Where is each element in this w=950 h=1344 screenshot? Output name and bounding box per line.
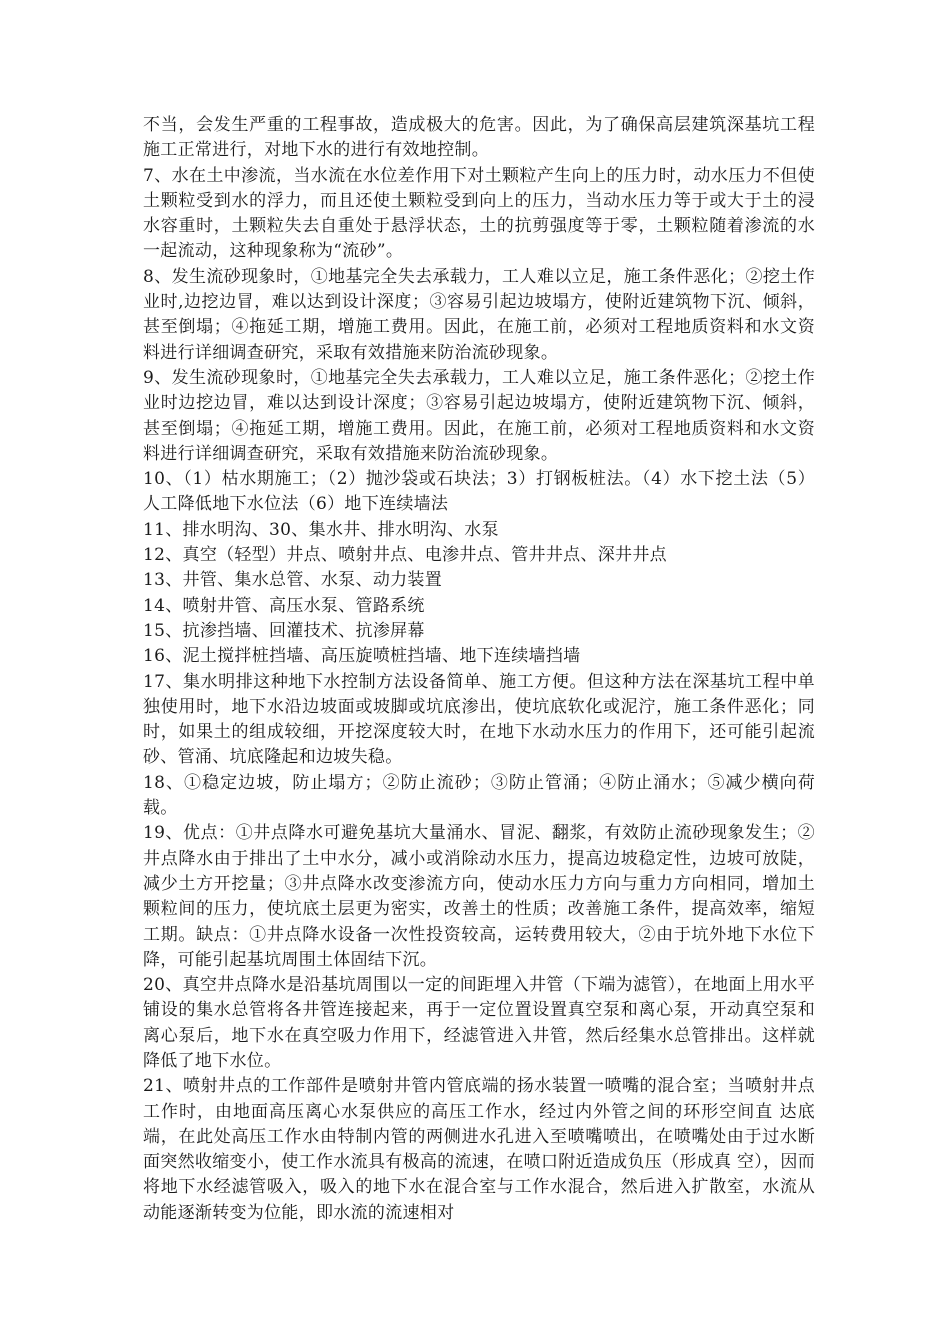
paragraph-19: 19、优点：①井点降水可避免基坑大量涌水、冒泥、翻浆，有效防止流砂现象发生；②井点降水由于排出了土中水分，减小或消除动水压力，提高边坡稳定性，边坡可放陡，减少土方开挖量；③井点降水改变渗流方向，使动水压力方向与重力方向相同，增加土颗粒间的压力，使坑底土层更为密实，改善土的性质；改善施工条件，提高效率，缩短工期。缺点：①井点降水设备一次性投资较高，运转费用较大，②由于坑外地下水位下降，可能引起基坑周围土体固结下沉。 <box>143 823 815 970</box>
paragraph-16: 16、泥土搅拌桩挡墙、高压旋喷桩挡墙、地下连续墙挡墙 <box>143 646 581 667</box>
paragraph-13: 13、井管、集水总管、水泵、动力装置 <box>143 570 443 591</box>
paragraph-continuation: 不当，会发生严重的工程事故，造成极大的危害。因此，为了确保高层建筑深基坑工程施工正常进行，对地下水的进行有效地控制。 <box>143 115 815 161</box>
paragraph-21: 21、喷射井点的工作部件是喷射井管内管底端的扬水装置一喷嘴的混合室；当喷射井点工作时，由地面高压离心水泵供应的高压工作水，经过内外管之间的环形空间直 达底端，在此处高压工作水由特制内管的两侧进水孔进入至喷嘴喷出，在喷嘴处由于过水断 面突然收缩变小，使工作水流具有极高的流速，在喷口附近造成负压（形成真 空），因而将地下水经滤管吸入，吸入的地下水在混合室与工作水混合，然后进入扩散室，水流从动能逐渐转变为位能，即水流的流速相对 <box>143 1076 815 1223</box>
paragraph-11: 11、排水明沟、30、集水井、排水明沟、水泵 <box>143 519 499 540</box>
paragraph-10: 10、（1）枯水期施工；（2）抛沙袋或石块法；3）打钢板桩法。（4）水下挖土法（5）人工降低地下水位法（6）地下连续墙法 <box>143 469 815 515</box>
paragraph-7: 7、水在土中渗流，当水流在水位差作用下对土颗粒产生向上的压力时，动水压力不但使土颗粒受到水的浮力，而且还使土颗粒受到向上的压力，当动水压力等于或大于土的浸水容重时，土颗粒失去自重处于悬浮状态，土的抗剪强度等于零，土颗粒随着渗流的水一起流动，这种现象称为“流砂”。 <box>143 165 815 262</box>
paragraph-8: 8、发生流砂现象时，①地基完全失去承载力，工人难以立足，施工条件恶化；②挖土作业时,边挖边冒，难以达到设计深度；③容易引起边坡塌方，使附近建筑物下沉、倾斜，甚至倒塌；④拖延工期，增施工费用。因此，在施工前，必须对工程地质资料和水文资料进行详细调查研究，采取有效措施来防治流砂现象。 <box>143 266 815 363</box>
document-body <box>143 113 815 1226</box>
paragraph-20: 20、真空井点降水是沿基坑周围以一定的间距埋入井管（下端为滤管），在地面上用水平铺设的集水总管将各井管连接起来，再于一定位置设置真空泵和离心泵，开动真空泵和离心泵后，地下水在真空吸力作用下，经滤管进入井管，然后经集水总管排出。这样就降低了地下水位。 <box>143 975 815 1071</box>
paragraph-17: 17、集水明排这种地下水控制方法设备简单、施工方便。但这种方法在深基坑工程中单独使用时，地下水沿边坡面或坡脚或坑底渗出，使坑底软化或泥泞，施工条件恶化；同时，如果土的组成较细，开挖深度较大时，在地下水动水压力的作用下，还可能引起流砂、管涌、坑底隆起和边坡失稳。 <box>143 671 815 768</box>
paragraph-14: 14、喷射井管、高压水泵、管路系统 <box>143 595 425 616</box>
paragraph-18: 18、①稳定边坡，防止塌方；②防止流砂；③防止管涌；④防止涌水；⑤减少横向荷载。 <box>143 772 815 819</box>
paragraph-9: 9、发生流砂现象时，①地基完全失去承载力，工人难以立足，施工条件恶化；②挖土作业时边挖边冒，难以达到设计深度；③容易引起边坡塌方，使附近建筑物下沉、倾斜，甚至倒塌；④拖延工期，增施工费用。因此，在施工前，必须对工程地质资料和水文资料进行详细调查研究，采取有效措施来防治流砂现象。 <box>143 367 815 464</box>
paragraph-15: 15、抗渗挡墙、回灌技术、抗渗屏幕 <box>143 620 425 641</box>
paragraph-12: 12、真空（轻型）井点、喷射井点、电渗井点、管井井点、深井井点 <box>143 545 667 566</box>
